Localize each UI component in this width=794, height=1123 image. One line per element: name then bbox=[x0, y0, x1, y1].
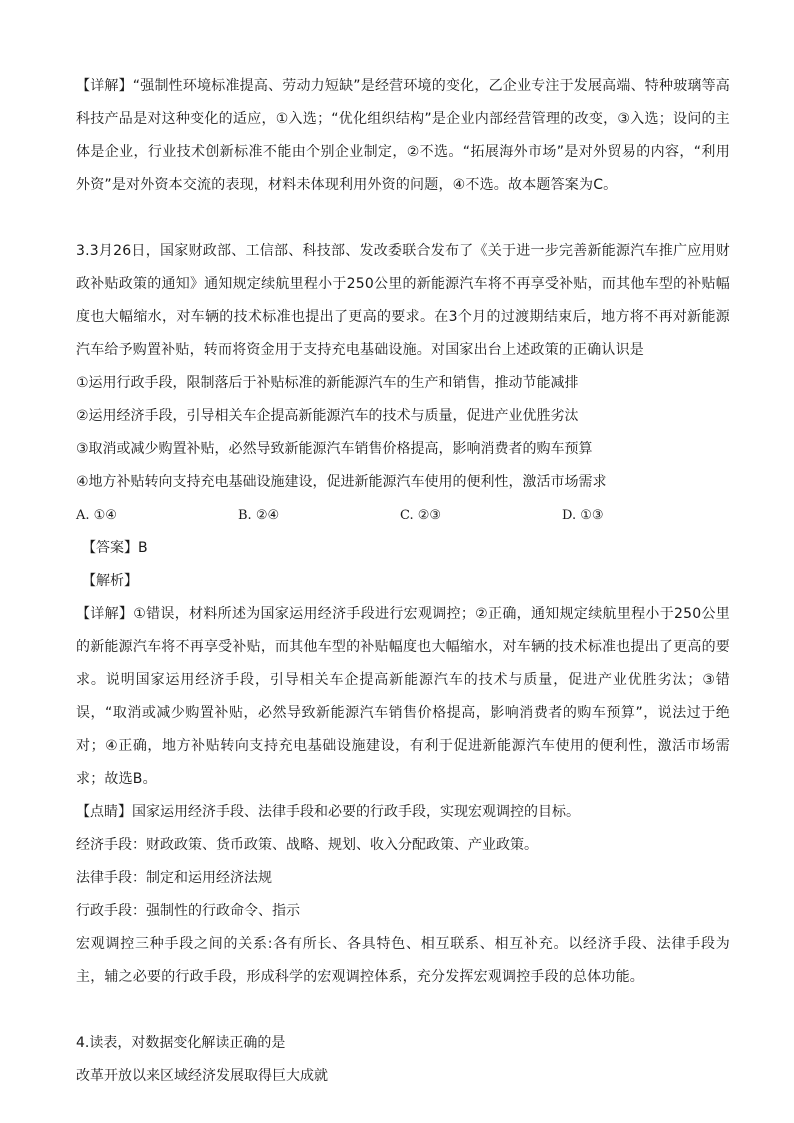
q3-item-1: ①运用行政手段，限制落后于补贴标准的新能源汽车的生产和销售，推动节能减排 bbox=[76, 375, 579, 391]
q3-detail: 【详解】①错误，材料所述为国家运用经济手段进行宏观调控；②正确，通知规定续航里程小于250公里的新能源汽车将不再享受补贴，而其他车型的补贴幅度也大幅缩水，对车辆的技术标准也提出了更高的要求。说明国家运用经济手段，引导相关车企提高新能源汽车的技术与质量，促进产业优胜劣汰；③错误，“取消或减少购置补贴，必然导致新能源汽车销售价格提高，影响消费者的购车预算”，说法过于绝对；④正确，地方补贴转向支持充电基础设施建设，有利于促进新能源汽车使用的便利性，激活市场需求；故选B。 bbox=[76, 606, 730, 787]
q3-note-administrative: 行政手段：强制性的行政命令、指示 bbox=[76, 903, 300, 919]
q3-stem: 3.3月26日，国家财政部、工信部、科技部、发改委联合发布了《关于进一步完善新能源汽车推广应用财政补贴政策的通知》通知规定续航里程小于250公里的新能源汽车将不再享受补贴，而其他车型的补贴幅度也大幅缩水，对车辆的技术标准也提出了更高的要求。在3个月的过渡期结束后，地方将不再对新能源汽车给予购置补贴，转而将资金用于支持充电基础设施。对国家出台上述政策的正确认识是 bbox=[76, 243, 730, 358]
q4-stem: 4.读表，对数据变化解读正确的是 bbox=[76, 1035, 286, 1051]
q4-table-title: 改革开放以来区域经济发展取得巨大成就 bbox=[76, 1068, 328, 1084]
q3-relation: 宏观调控三种手段之间的关系:各有所长、各具特色、相互联系、相互补充。以经济手段、法律手段为主，辅之必要的行政手段，形成科学的宏观调控体系，充分发挥宏观调控手段的总体功能。 bbox=[76, 936, 730, 985]
q3-answer: 【答案】B bbox=[82, 540, 148, 556]
q3-item-2: ②运用经济手段，引导相关车企提高新能源汽车的技术与质量，促进产业优胜劣汰 bbox=[76, 408, 579, 424]
q3-item-4: ④地方补贴转向支持充电基础设施建设，促进新能源汽车使用的便利性，激活市场需求 bbox=[76, 474, 607, 490]
spacer bbox=[76, 994, 730, 1027]
spacer bbox=[76, 202, 730, 235]
q3-analysis-label: 【解析】 bbox=[82, 573, 138, 589]
q3-point: 【点睛】国家运用经济手段、法律手段和必要的行政手段，实现宏观调控的目标。 bbox=[76, 804, 580, 820]
q3-options bbox=[76, 499, 730, 532]
q3-note-economic: 经济手段：财政政策、货币政策、战略、规划、收入分配政策、产业政策。 bbox=[76, 837, 538, 853]
q3-option-d: D. ①③ bbox=[562, 508, 604, 523]
q3-item-3: ③取消或减少购置补贴，必然导致新能源汽车销售价格提高，影响消费者的购车预算 bbox=[76, 441, 593, 457]
q3-option-b: B. ②④ bbox=[238, 508, 280, 523]
q2-detail: 【详解】“强制性环境标准提高、劳动力短缺”是经营环境的变化，乙企业专注于发展高端、特种玻璃等高科技产品是对这种变化的适应，①入选；“优化组织结构”是企业内部经营管理的改变，③入选；设问的主体是企业，行业技术创新标准不能由个别企业制定，②不选。“拓展海外市场”是对外贸易的内容，“利用外资”是对外资本交流的表现，材料未体现利用外资的问题，④不选。故本题答案为C。 bbox=[76, 78, 730, 193]
q3-option-a: A. ①④ bbox=[76, 508, 117, 523]
q3-option-c: C. ②③ bbox=[400, 508, 442, 523]
q3-note-legal: 法律手段：制定和运用经济法规 bbox=[76, 870, 272, 886]
